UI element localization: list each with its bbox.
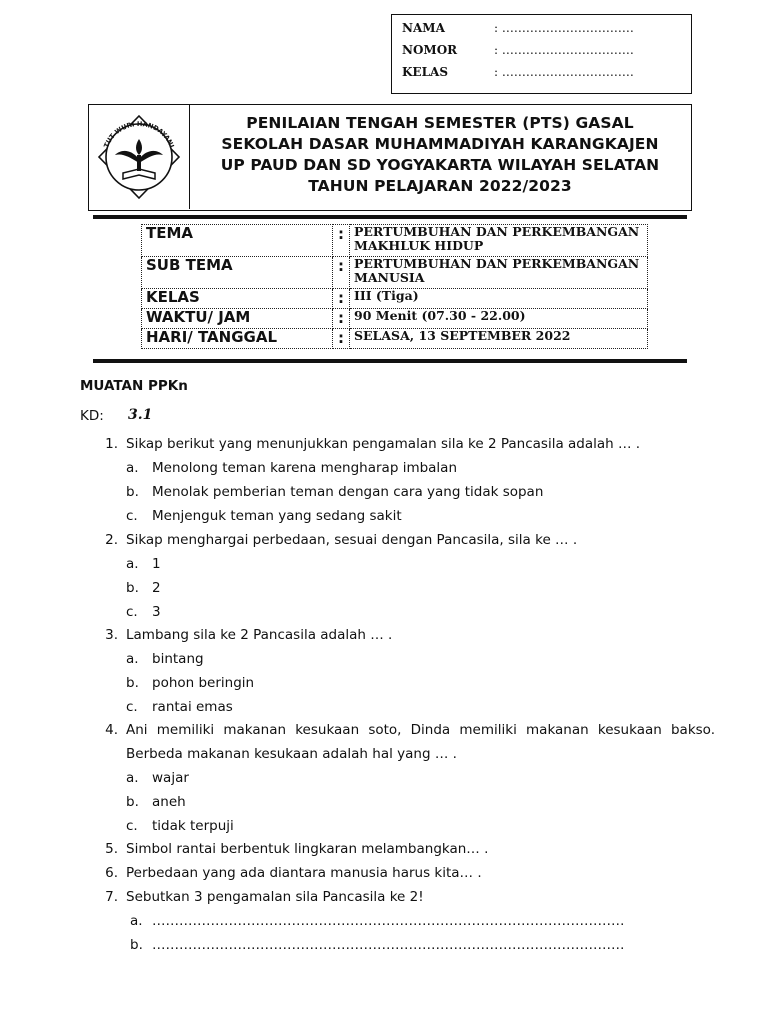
option-text: rantai emas (152, 699, 233, 715)
meta-sep: : (333, 225, 350, 257)
option-letter: c. (126, 699, 138, 715)
kd-label: KD: (80, 408, 104, 424)
meta-sep: : (333, 289, 350, 309)
title-line: PENILAIAN TENGAH SEMESTER (PTS) GASAL (246, 114, 634, 132)
exam-meta-table (141, 224, 648, 349)
header-title (190, 113, 690, 197)
title-line: SEKOLAH DASAR MUHAMMADIYAH KARANGKAJEN (221, 135, 659, 153)
meta-value: III (Tiga) (350, 289, 648, 309)
answer-line[interactable]: …………………………………………………………………………………………… (152, 937, 625, 953)
meta-key: KELAS (142, 289, 333, 309)
meta-row-sub-tema (142, 257, 648, 289)
option-letter: b. (126, 675, 139, 691)
option-letter: a. (126, 556, 139, 572)
option-text: aneh (152, 794, 186, 810)
question-number: 5. (105, 841, 118, 857)
kd-value: 3.1 (128, 407, 153, 423)
option-text: 3 (152, 604, 161, 620)
question-number: 4. (105, 722, 118, 738)
question-text: Sebutkan 3 pengamalan sila Pancasila ke 2! (126, 889, 424, 905)
info-value: : …………………………… (494, 43, 634, 57)
option-letter: c. (126, 818, 138, 834)
logo-cell (89, 105, 190, 209)
option-text: Menolak pemberian teman dengan cara yang tidak sopan (152, 484, 544, 500)
question-number: 2. (105, 532, 118, 548)
option-letter: a. (126, 770, 139, 786)
title-line: UP PAUD DAN SD YOGYAKARTA WILAYAH SELATAN (220, 156, 660, 174)
option-letter: c. (126, 604, 138, 620)
info-value: : …………………………… (494, 65, 634, 79)
option-text: 1 (152, 556, 161, 572)
question-text-continued: Berbeda makanan kesukaan adalah hal yang … . (126, 746, 457, 762)
option-letter: b. (130, 937, 143, 953)
info-label: NAMA (402, 21, 445, 35)
question-number: 3. (105, 627, 118, 643)
meta-row-tema (142, 225, 648, 257)
answer-line[interactable]: …………………………………………………………………………………………… (152, 913, 625, 929)
option-text: 2 (152, 580, 161, 596)
meta-key: TEMA (142, 225, 333, 257)
option-letter: a. (126, 460, 139, 476)
option-letter: a. (126, 651, 139, 667)
meta-value: 90 Menit (07.30 - 22.00) (350, 309, 648, 329)
option-text: Menolong teman karena mengharap imbalan (152, 460, 458, 476)
meta-key: SUB TEMA (142, 257, 333, 289)
meta-key: WAKTU/ JAM (142, 309, 333, 329)
option-letter: c. (126, 508, 138, 524)
meta-value: PERTUMBUHAN DAN PERKEMBANGAN MAKHLUK HIDUP (350, 225, 648, 257)
question-text: Sikap menghargai perbedaan, sesuai dengan Pancasila, sila ke … . (126, 532, 578, 548)
exam-header (88, 104, 692, 211)
option-letter: b. (126, 484, 139, 500)
meta-row-hari-tanggal (142, 329, 648, 349)
question-number: 1. (105, 436, 118, 452)
meta-value: PERTUMBUHAN DAN PERKEMBANGAN MANUSIA (350, 257, 648, 289)
tut-wuri-handayani-logo (95, 113, 183, 201)
header-divider-top (93, 215, 687, 219)
header-divider-bottom (93, 359, 687, 363)
option-letter: a. (130, 913, 143, 929)
info-label: KELAS (402, 65, 448, 79)
logo-motto: TUT WURI HANDAYANI (102, 119, 176, 149)
title-line: TAHUN PELAJARAN 2022/2023 (308, 177, 572, 195)
option-text: tidak terpuji (152, 818, 234, 834)
meta-value: SELASA, 13 SEPTEMBER 2022 (350, 329, 648, 349)
option-text: pohon beringin (152, 675, 255, 691)
meta-sep: : (333, 329, 350, 349)
question-text: Simbol rantai berbentuk lingkaran melambangkan… . (126, 841, 489, 857)
question-number: 7. (105, 889, 118, 905)
option-text: Menjenguk teman yang sedang sakit (152, 508, 402, 524)
option-text: wajar (152, 770, 189, 786)
meta-row-waktu (142, 309, 648, 329)
meta-row-kelas (142, 289, 648, 309)
info-label: NOMOR (402, 43, 458, 57)
question-text: Ani memiliki makanan kesukaan soto, Dinda memiliki makanan kesukaan bakso. (126, 722, 715, 738)
meta-sep: : (333, 257, 350, 289)
option-letter: b. (126, 794, 139, 810)
student-info-box (391, 14, 692, 94)
question-text: Sikap berikut yang menunjukkan pengamalan sila ke 2 Pancasila adalah … . (126, 436, 641, 452)
info-value: : …………………………… (494, 21, 634, 35)
meta-sep: : (333, 309, 350, 329)
option-letter: b. (126, 580, 139, 596)
question-number: 6. (105, 865, 118, 881)
option-text: bintang (152, 651, 204, 667)
section-title: MUATAN PPKn (80, 378, 188, 394)
question-text: Lambang sila ke 2 Pancasila adalah … . (126, 627, 393, 643)
meta-key: HARI/ TANGGAL (142, 329, 333, 349)
question-text: Perbedaan yang ada diantara manusia harus kita… . (126, 865, 482, 881)
